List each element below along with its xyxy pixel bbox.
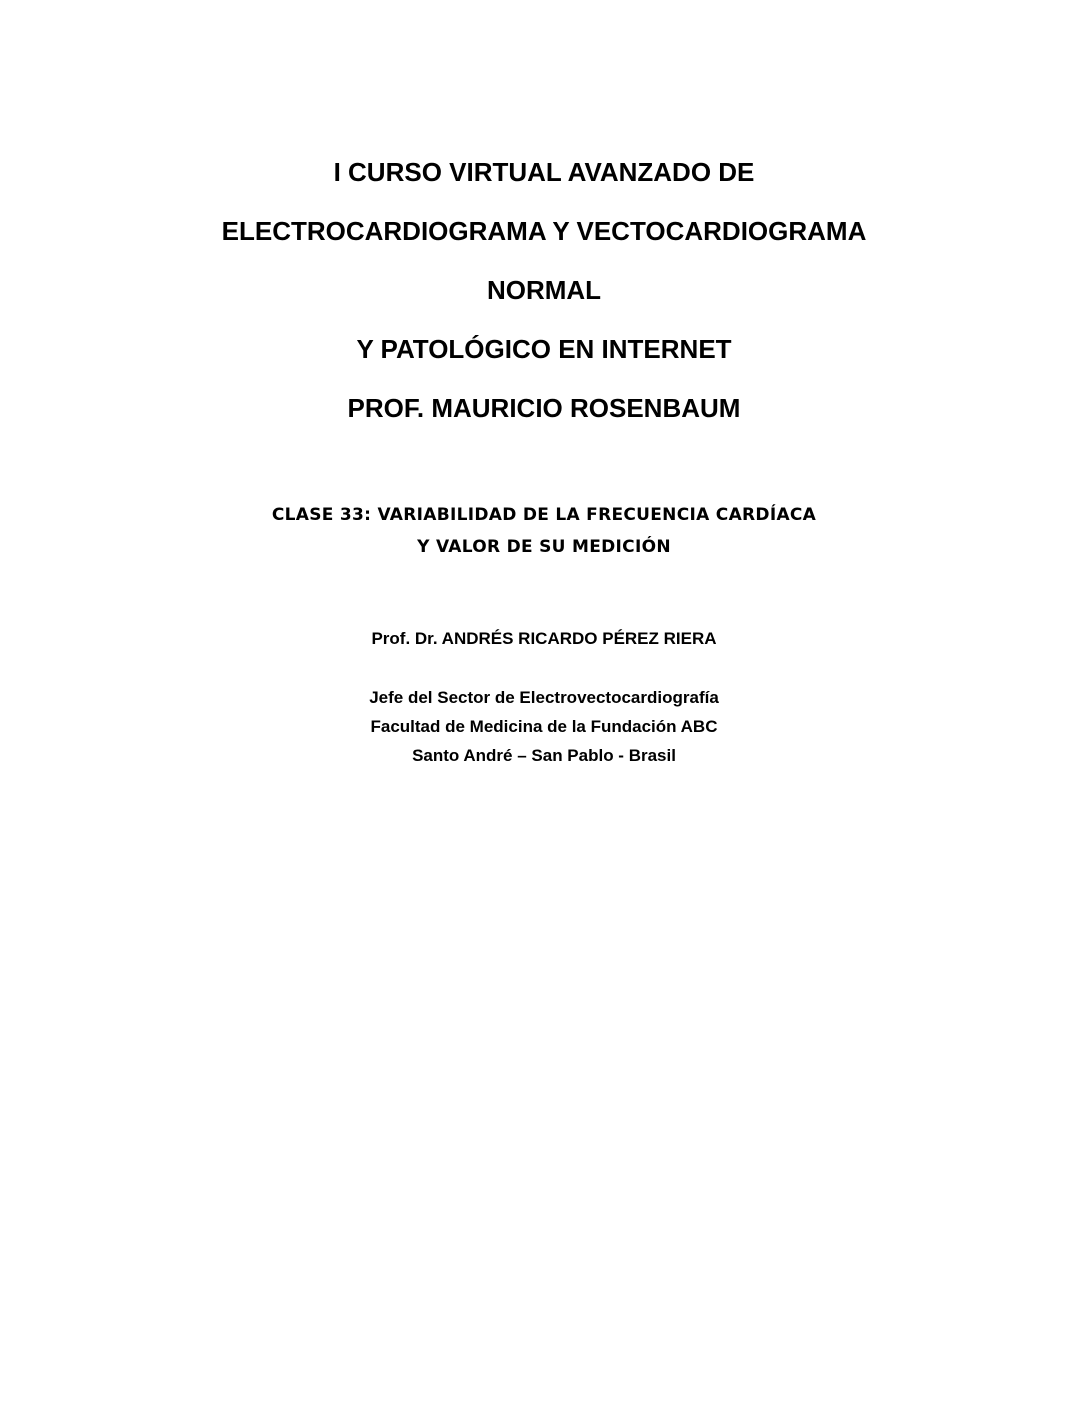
course-title-line-2: ELECTROCARDIOGRAMA Y VECTOCARDIOGRAMA: [221, 216, 867, 246]
course-title-line-4: Y PATOLÓGICO EN INTERNET: [356, 334, 732, 364]
course-title-line-3: NORMAL: [486, 275, 602, 305]
class-title-line-1: CLASE 33: VARIABILIDAD DE LA FRECUENCIA CARDÍACA: [271, 505, 817, 525]
course-title-line-5: PROF. MAURICIO ROSENBAUM: [347, 393, 741, 423]
affiliation-line-3: Santo André – San Pablo - Brasil: [412, 746, 676, 765]
class-title-line-2: Y VALOR DE SU MEDICIÓN: [417, 537, 671, 557]
author-name: Prof. Dr. ANDRÉS RICARDO PÉREZ RIERA: [371, 629, 717, 648]
affiliation-line-1: Jefe del Sector de Electrovectocardiografía: [369, 688, 719, 707]
course-title-line-1: I CURSO VIRTUAL AVANZADO DE: [333, 157, 755, 187]
affiliation-line-2: Facultad de Medicina de la Fundación ABC: [370, 717, 718, 736]
